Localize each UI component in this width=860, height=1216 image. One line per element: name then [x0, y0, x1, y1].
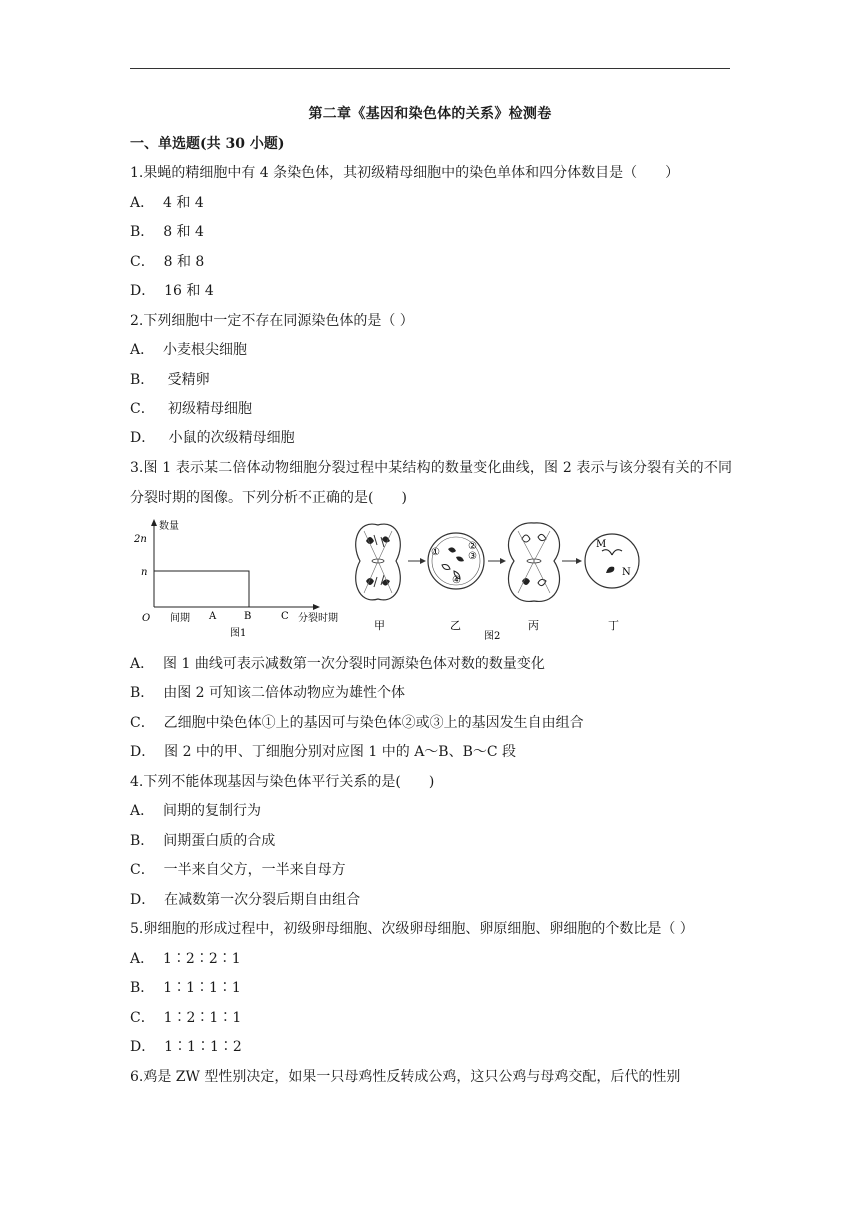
figure-2-cells [356, 523, 639, 642]
ding-label-m: M [596, 539, 607, 550]
q3-option-d[interactable]: D． 图 2 中的甲、丁细胞分别对应图 1 中的 A～B、B～C 段 [130, 744, 517, 760]
x-axis-arrow-icon [313, 604, 320, 610]
question-1-stem: 1.果蝇的精细胞中有 4 条染色体，其初级精母细胞中的染色单体和四分体数目是（ ） [130, 165, 680, 181]
graph-origin: O [142, 613, 151, 624]
q5-option-a[interactable]: A． 1∶2∶2∶1 [130, 951, 241, 967]
cell-jia-membrane [356, 524, 401, 600]
document-title: 第二章《基因和染色体的关系》检测卷 [308, 106, 552, 122]
q3-option-b[interactable]: B． 由图 2 可知该二倍体动物应为雄性个体 [130, 685, 405, 701]
q4-option-b[interactable]: B． 间期蛋白质的合成 [130, 833, 276, 849]
question-3-figure [130, 517, 650, 645]
q2-option-b[interactable]: B． 受精卵 [130, 372, 210, 388]
question-6-stem: 6.鸡是 ZW 型性别决定，如果一只母鸡性反转成公鸡，这只公鸡与母鸡交配，后代的性别 [130, 1069, 681, 1085]
q3-option-c[interactable]: C． 乙细胞中染色体①上的基因可与染色体②或③上的基因发生自由组合 [130, 715, 584, 731]
figure-1-graph [133, 519, 338, 639]
cell-yi [428, 533, 484, 632]
section-heading: 一、单选题(共 30 小题) [130, 136, 285, 152]
chromosome-1-label: ① [431, 547, 440, 558]
chromosome-2-label: ② [468, 541, 477, 552]
chromosome-3-label: ③ [468, 551, 477, 562]
ytick-n: n [141, 567, 148, 578]
graph-xlabel: 分裂时期 [298, 613, 338, 624]
graph-curve [154, 571, 249, 607]
cell-ding-membrane [585, 534, 639, 588]
q2-option-c[interactable]: C． 初级精母细胞 [130, 401, 253, 417]
question-5-stem: 5.卵细胞的形成过程中，初级卵母细胞、次级卵母细胞、卵原细胞、卵细胞的个数比是（ ） [130, 921, 694, 937]
q1-option-d[interactable]: D． 16 和 4 [130, 283, 214, 299]
cell-bing-membrane [508, 523, 559, 602]
graph-ylabel: 数量 [159, 521, 179, 532]
q5-option-d[interactable]: D． 1∶1∶1∶2 [130, 1039, 242, 1055]
question-2-stem: 2.下列细胞中一定不存在同源染色体的是（ ） [130, 313, 414, 329]
q1-option-b[interactable]: B． 8 和 4 [130, 224, 204, 240]
q2-option-a[interactable]: A． 小麦根尖细胞 [130, 342, 248, 358]
q1-option-a[interactable]: A． 4 和 4 [130, 195, 204, 211]
cell-yi-label: 乙 [450, 619, 461, 632]
xtick-c: C [281, 611, 289, 622]
q1-option-c[interactable]: C． 8 和 8 [130, 254, 205, 270]
figure-svg [130, 517, 650, 645]
cell-bing [508, 523, 559, 632]
cell-jia [356, 524, 401, 632]
ytick-2n: 2n [134, 534, 147, 545]
q4-option-d[interactable]: D． 在减数第一次分裂后期自由组合 [130, 892, 361, 908]
q5-option-c[interactable]: C． 1∶2∶1∶1 [130, 1010, 242, 1026]
figure-2-caption: 图2 [484, 631, 501, 642]
q2-option-d[interactable]: D． 小鼠的次级精母细胞 [130, 430, 295, 446]
y-axis-arrow-icon [151, 519, 157, 526]
figure-1-caption: 图1 [230, 628, 247, 639]
xtick-a: A [209, 611, 217, 622]
cell-ding [585, 534, 639, 632]
ding-label-n: N [622, 567, 631, 578]
xtick-interphase: 间期 [170, 613, 190, 624]
q3-option-a[interactable]: A． 图 1 曲线可表示减数第一次分裂时同源染色体对数的数量变化 [130, 656, 545, 672]
cell-ding-label: 丁 [608, 619, 619, 632]
xtick-b: B [244, 611, 252, 622]
cell-jia-label: 甲 [374, 619, 385, 632]
question-4-stem: 4.下列不能体现基因与染色体平行关系的是( ) [130, 774, 435, 790]
q4-option-a[interactable]: A． 间期的复制行为 [130, 803, 262, 819]
question-3-stem: 3.图 1 表示某二倍体动物细胞分裂过程中某结构的数量变化曲线，图 2 表示与该分裂有关的不同分裂时期的图像。下列分析不正确的是( ) [130, 460, 732, 506]
q5-option-b[interactable]: B． 1∶1∶1∶1 [130, 980, 241, 996]
q4-option-c[interactable]: C． 一半来自父方，一半来自母方 [130, 862, 346, 878]
header-rule [130, 68, 730, 69]
cell-bing-label: 丙 [528, 619, 539, 632]
chromosome-4-label: ④ [452, 575, 461, 586]
